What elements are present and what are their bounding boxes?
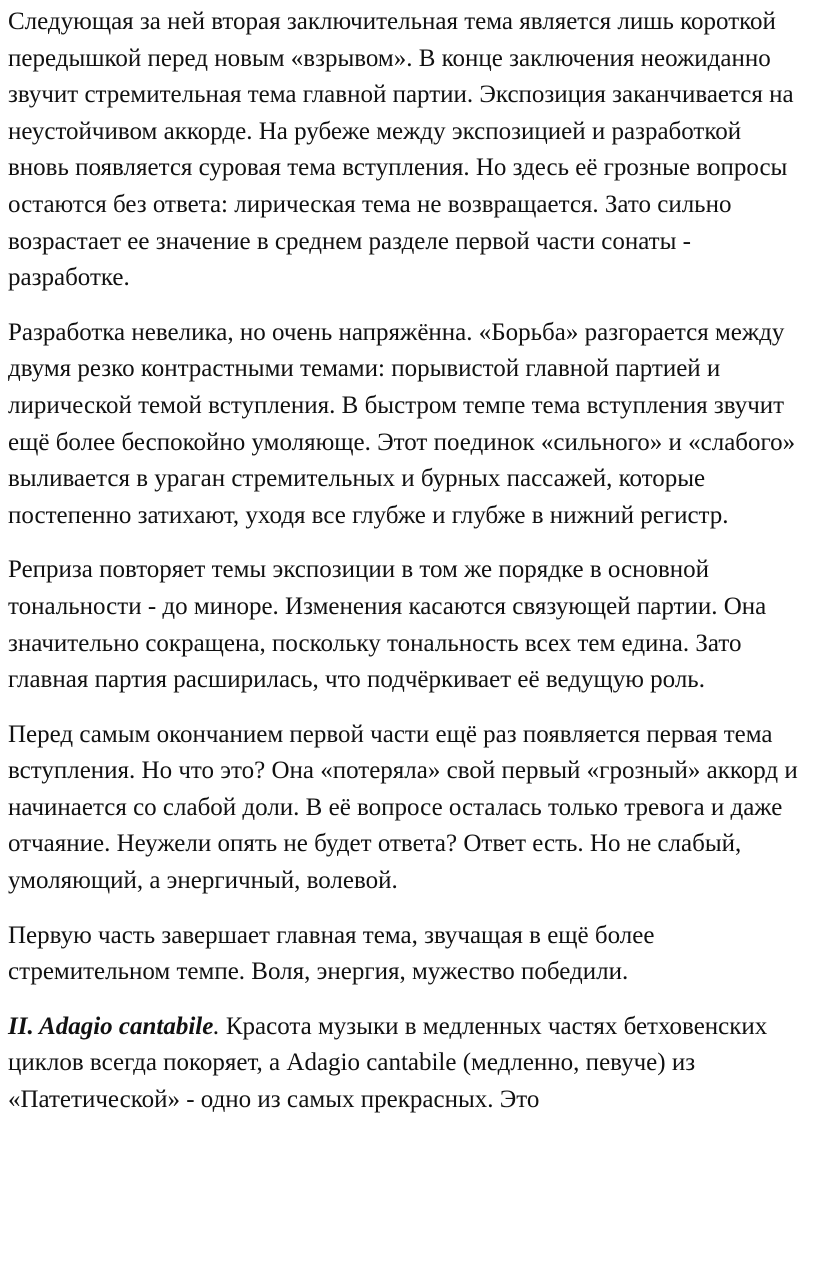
section-heading-adagio: II. Adagio cantabile (8, 1012, 214, 1040)
paragraph-coda-intro: Перед самым окончанием первой части ещё раз появляется первая тема вступления. Но что это? Она «потеряла» свой первый «грозный» аккорд и начинается со слабой доли. В её вопросе осталась только тревога и даже отчаяние. Неужели опять не будет ответа? Ответ есть. Но не слабый, умоляющий, а энергичный, волевой. (8, 720, 798, 895)
paragraph-adagio (8, 1009, 804, 1119)
section-heading-dot: . (213, 1012, 220, 1040)
paragraph-adagio-text: Красота музыки в медленных частях бетховенских циклов всегда покоряет, а Adagio cantabile (медленно, певуче) из «Патетической» - одно из самых прекрасных. Это (8, 1012, 768, 1114)
paragraph-development: Разработка невелика, но очень напряжённа. «Борьба» разгорается между двумя резко контрастными темами: порывистой главной партией и лирической темой вступления. В быстром темпе тема вступления звучит ещё более беспокойно умоляюще. Этот поединок «сильного» и «слабого» выливается в ураган стремительных и бурных пассажей, которые постепенно затихают, уходя все глубже и глубже в нижний регистр. (8, 318, 796, 529)
paragraph-recapitulation: Реприза повторяет темы экспозиции в том же порядке в основной тональности - до миноре. Изменения касаются связующей партии. Она значительно сокращена, поскольку тональность всех тем едина. Зато главная партия расширилась, что подчёркивает её ведущую роль. (8, 556, 767, 694)
paragraph-first-movement-end: Первую часть завершает главная тема, звучащая в ещё более стремительном темпе. Воля, энергия, мужество победили. (8, 921, 655, 986)
paragraph-exposition-ending: Следующая за ней вторая заключительная тема является лишь короткой передышкой перед новым «взрывом». В конце заключения неожиданно звучит стремительная тема главной партии. Экспозиция заканчивается на неустойчивом аккорде. На рубеже между экспозицией и разработкой вновь появляется суровая тема вступления. Но здесь её грозные вопросы остаются без ответа: лирическая тема не возвращается. Зато сильно возрастает ее значение в среднем разделе первой части сонаты - разработке. (8, 8, 794, 292)
